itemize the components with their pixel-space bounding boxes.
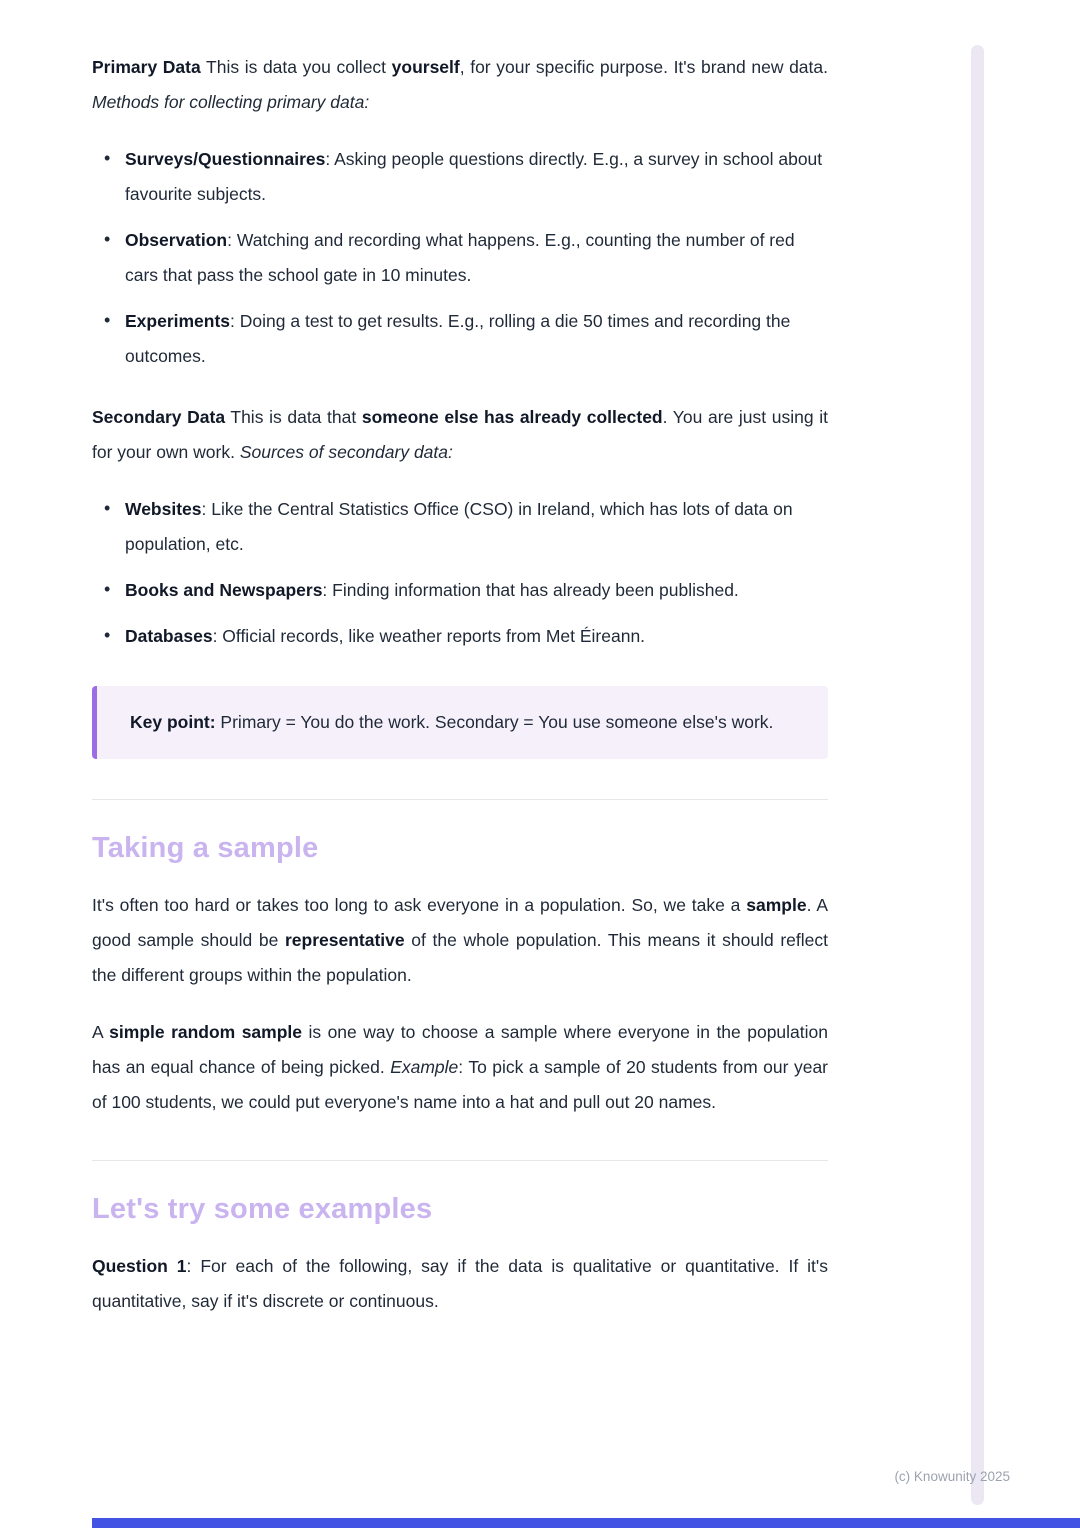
methods-lead-in: Methods for collecting primary data: bbox=[92, 92, 370, 112]
paragraph-question-1: Question 1: For each of the following, say if the data is qualitative or quantitative. If it's quantitative, say if it's discrete or continuous. bbox=[92, 1256, 828, 1311]
section-heading-sampling: Taking a sample bbox=[92, 832, 319, 864]
key-point-label: Key point: bbox=[130, 712, 216, 732]
list-item-observation: • Observation: Watching and recording what happens. E.g., counting the number of red cars that pass the school gate in 10 minutes. bbox=[92, 223, 828, 293]
secondary-sources-list bbox=[92, 492, 828, 654]
term-primary-data: Primary Data bbox=[92, 57, 201, 77]
key-point-text: Key point: Primary = You do the work. Secondary = You use someone else's work. bbox=[130, 712, 774, 732]
sources-lead-in: Sources of secondary data: bbox=[239, 442, 453, 462]
section-divider bbox=[92, 1160, 828, 1161]
list-item-databases: • Databases: Official records, like weather reports from Met Éireann. bbox=[92, 619, 828, 654]
list-item-websites: • Websites: Like the Central Statistics Office (CSO) in Ireland, which has lots of data on population, etc. bbox=[92, 492, 828, 562]
scrollbar-track[interactable] bbox=[971, 45, 984, 1505]
primary-methods-list bbox=[92, 142, 828, 374]
list-item-surveys: • Surveys/Questionnaires: Asking people questions directly. E.g., a survey in school about favourite subjects. bbox=[92, 142, 828, 212]
document-content bbox=[92, 50, 828, 1341]
section-heading-examples: Let's try some examples bbox=[92, 1193, 433, 1225]
section-divider bbox=[92, 799, 828, 800]
copyright-credit: (c) Knowunity 2025 bbox=[894, 1469, 1010, 1484]
list-item-experiments: • Experiments: Doing a test to get results. E.g., rolling a die 50 times and recording the outcomes. bbox=[92, 304, 828, 374]
paragraph-primary-data: Primary Data This is data you collect yourself, for your specific purpose. It's brand new data. Methods for collecting primary data: bbox=[92, 57, 828, 112]
paragraph-simple-random-sample: A simple random sample is one way to choose a sample where everyone in the population has an equal chance of being picked. Example: To pick a sample of 20 students from our year of 100 students, we could put everyone's name into a hat and pull out 20 names. bbox=[92, 1022, 829, 1112]
paragraph-secondary-data: Secondary Data This is data that someone else has already collected. You are just using it for your own work. Sources of secondary data: bbox=[92, 407, 828, 462]
question-1-label: Question 1 bbox=[92, 1256, 187, 1276]
key-point-callout bbox=[92, 686, 828, 759]
paragraph-sampling-intro: It's often too hard or takes too long to ask everyone in a population. So, we take a sample. A good sample should be representative of the whole population. This means it should reflect the different groups within the population. bbox=[92, 895, 829, 985]
term-secondary-data: Secondary Data bbox=[92, 407, 226, 427]
list-item-books-newspapers: • Books and Newspapers: Finding information that has already been published. bbox=[92, 573, 828, 608]
page-progress-bar bbox=[92, 1518, 1080, 1528]
